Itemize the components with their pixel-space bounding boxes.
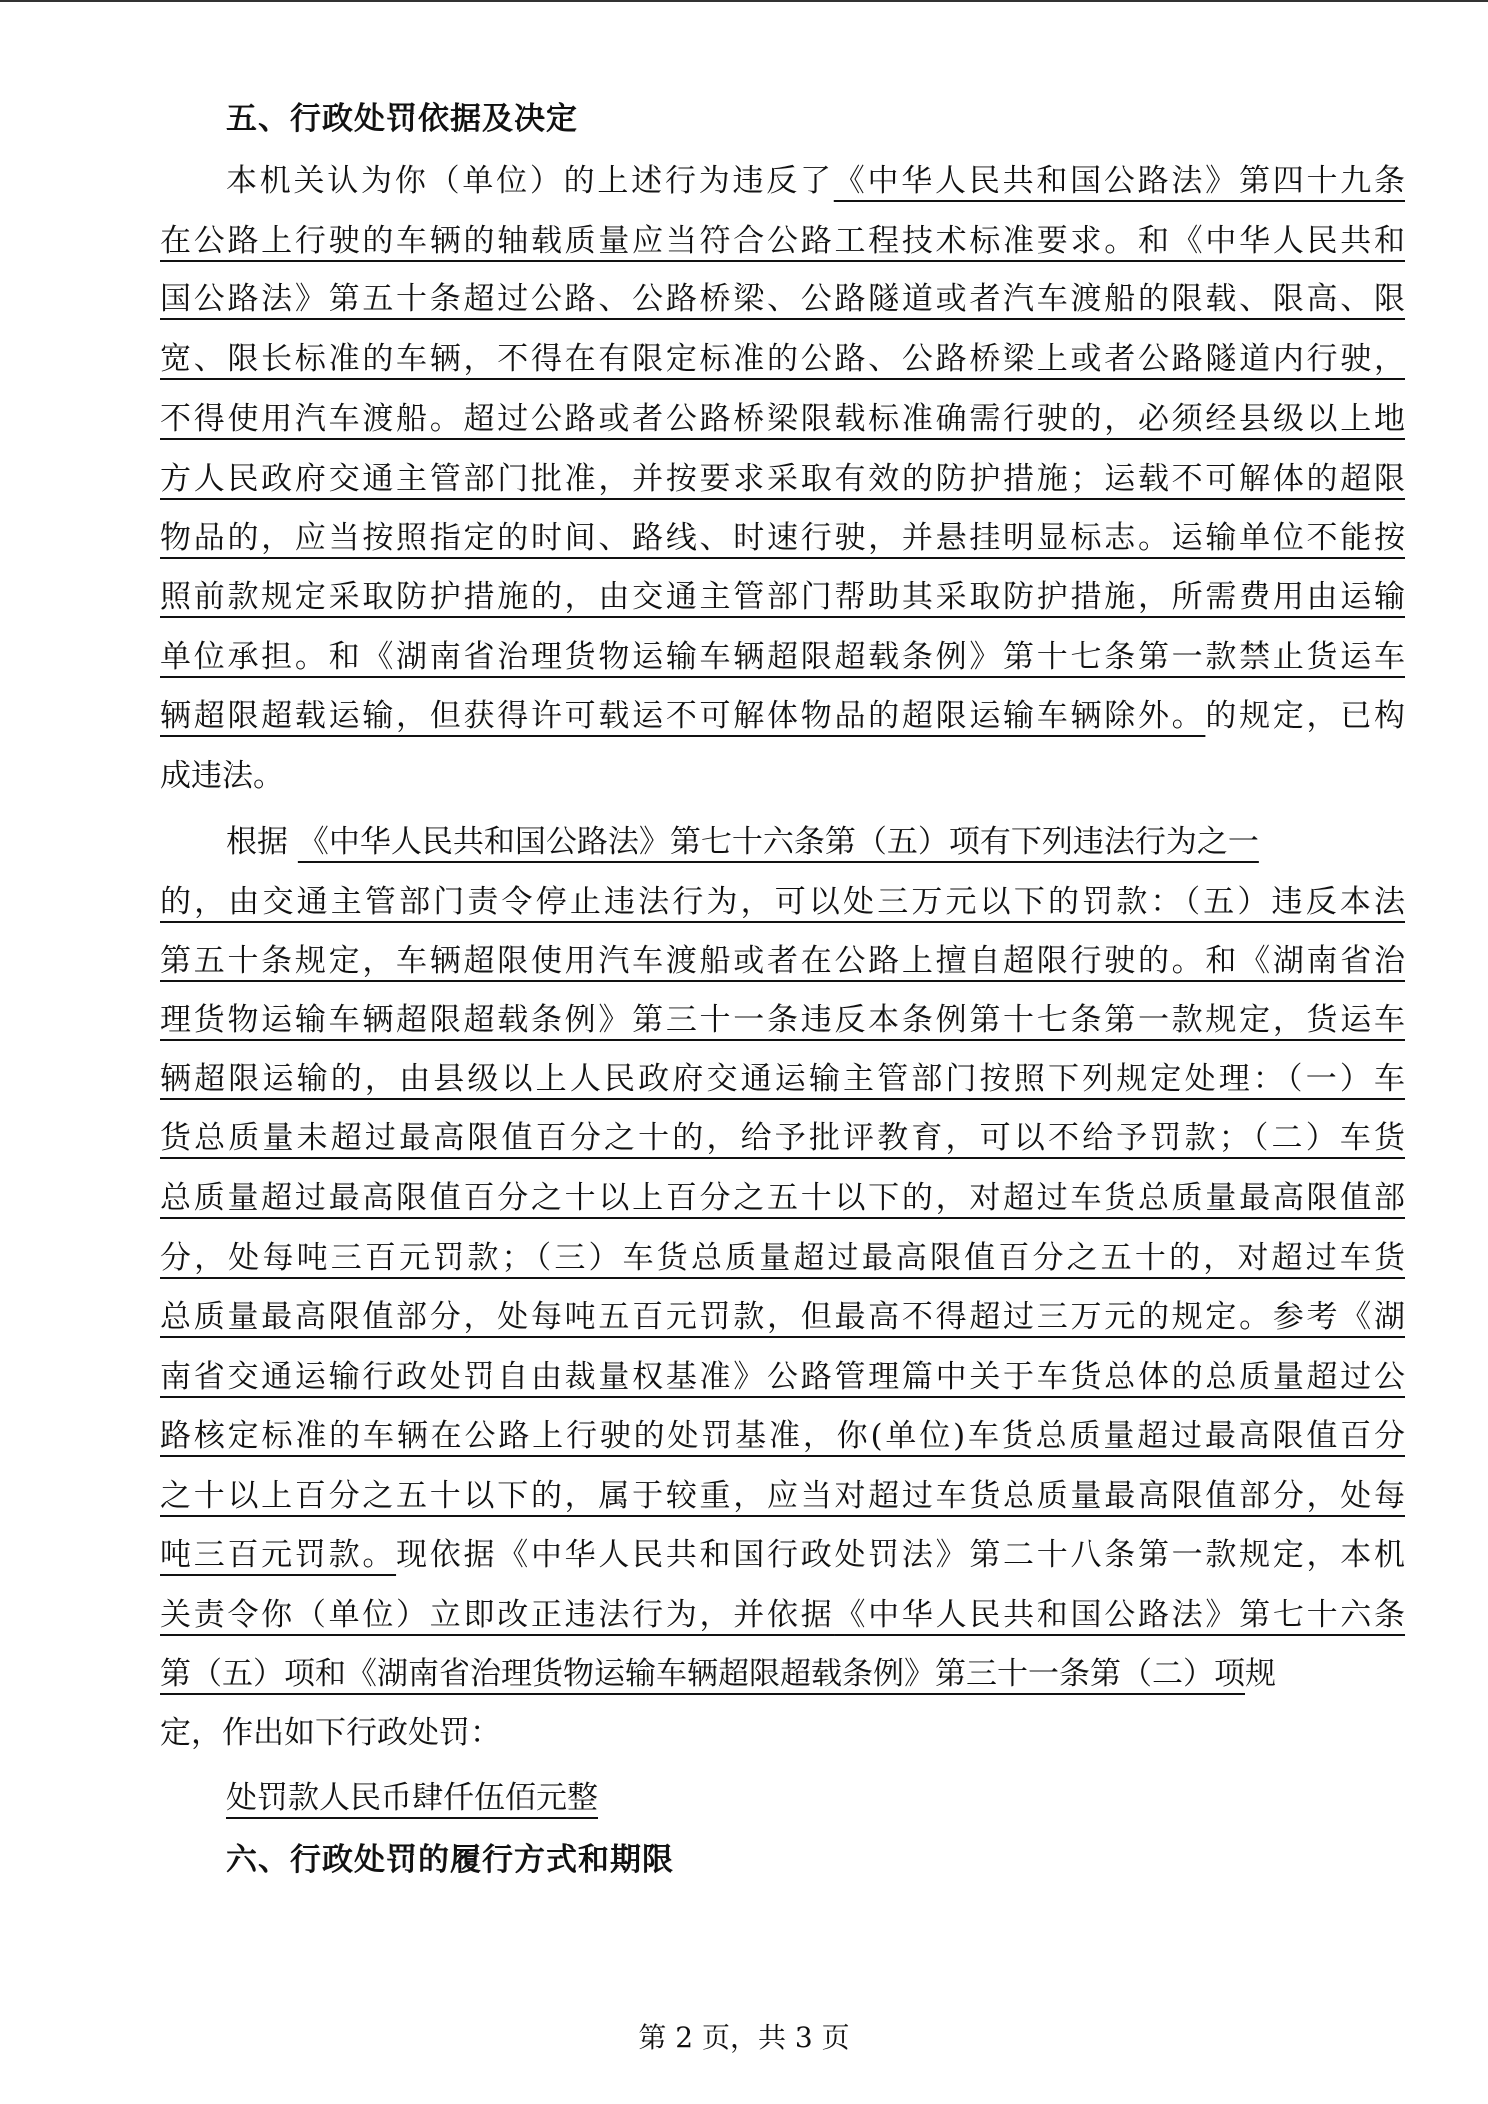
p1-line-11: 成违法。 <box>160 758 284 794</box>
p2-line-6: 货总质量未超过最高限值百分之十的，给予批评教育，可以不给予罚款；（二）车货 <box>160 1120 1405 1156</box>
p2-line-16: 定，作出如下行政处罚： <box>160 1715 501 1751</box>
p1-line-5: 不得使用汽车渡船。超过公路或者公路桥梁限载标准确需行驶的，必须经县级以上地 <box>160 401 1405 437</box>
p1-line-6: 方人民政府交通主管部门批准，并按要求采取有效的防护措施；运载不可解体的超限 <box>160 461 1405 497</box>
p1-line-8: 照前款规定采取防护措施的，由交通主管部门帮助其采取防护措施，所需费用由运输 <box>160 579 1405 615</box>
p1-line-9: 单位承担。和《湖南省治理货物运输车辆超限超载条例》第十七条第一款禁止货运车 <box>160 639 1405 675</box>
p2-line-3: 第五十条规定，车辆超限使用汽车渡船或者在公路上擅自超限行驶的。和《湖南省治 <box>160 943 1405 979</box>
penalty-amount: 处罚款人民币肆仟伍佰元整 <box>226 1780 598 1816</box>
section6-heading: 六、行政处罚的履行方式和期限 <box>226 1842 674 1878</box>
p2-line-1: 根据 《中华人民共和国公路法》第七十六条第（五）项有下列违法行为之一 <box>226 824 1259 860</box>
p2-line-8: 分，处每吨三百元罚款；（三）车货总质量超过最高限值百分之五十的，对超过车货 <box>160 1240 1405 1276</box>
p2-line-9: 总质量最高限值部分，处每吨五百元罚款，但最高不得超过三万元的规定。参考《湖 <box>160 1299 1405 1335</box>
section5-heading: 五、行政处罚依据及决定 <box>226 101 578 137</box>
p2-line-15: 第（五）项和《湖南省治理货物运输车辆超限超载条例》第三十一条第（二）项规 <box>160 1656 1276 1692</box>
p2-line-5: 辆超限运输的，由县级以上人民政府交通运输主管部门按照下列规定处理：（一）车 <box>160 1061 1405 1097</box>
p2-line-7: 总质量超过最高限值百分之十以上百分之五十以下的，对超过车货总质量最高限值部 <box>160 1180 1405 1216</box>
p1-line-3: 国公路法》第五十条超过公路、公路桥梁、公路隧道或者汽车渡船的限载、限高、限 <box>160 281 1405 317</box>
p2-line-11: 路核定标准的车辆在公路上行驶的处罚基准，你(单位)车货总质量超过最高限值百分 <box>160 1418 1405 1454</box>
p1-line-4: 宽、限长标准的车辆，不得在有限定标准的公路、公路桥梁上或者公路隧道内行驶， <box>160 341 1405 377</box>
p1-line-10: 辆超限超载运输，但获得许可载运不可解体物品的超限运输车辆除外。的规定，已构 <box>160 698 1406 734</box>
top-border <box>0 0 1488 2</box>
p2-line-12: 之十以上百分之五十以下的，属于较重，应当对超过车货总质量最高限值部分，处每 <box>160 1478 1405 1514</box>
p2-line-10: 南省交通运输行政处罚自由裁量权基准》公路管理篇中关于车货总体的总质量超过公 <box>160 1359 1405 1395</box>
p2-line-14: 关责令你（单位）立即改正违法行为，并依据《中华人民共和国公路法》第七十六条 <box>160 1597 1406 1633</box>
p2-line-13: 吨三百元罚款。现依据《中华人民共和国行政处罚法》第二十八条第一款规定，本机 <box>160 1537 1406 1573</box>
page-number: 第 2 页，共 3 页 <box>638 2021 850 2054</box>
p1-line-7: 物品的，应当按照指定的时间、路线、时速行驶，并悬挂明显标志。运输单位不能按 <box>160 520 1405 556</box>
p1-line-2: 在公路上行驶的车辆的轴载质量应当符合公路工程技术标准要求。和《中华人民共和 <box>160 223 1405 259</box>
p2-line-2: 的，由交通主管部门责令停止违法行为，可以处三万元以下的罚款：（五）违反本法 <box>160 884 1405 920</box>
p2-line-4: 理货物运输车辆超限超载条例》第三十一条违反本条例第十七条第一款规定，货运车 <box>160 1002 1405 1038</box>
p1-line-1: 本机关认为你（单位）的上述行为违反了《中华人民共和国公路法》第四十九条 <box>226 163 1405 199</box>
